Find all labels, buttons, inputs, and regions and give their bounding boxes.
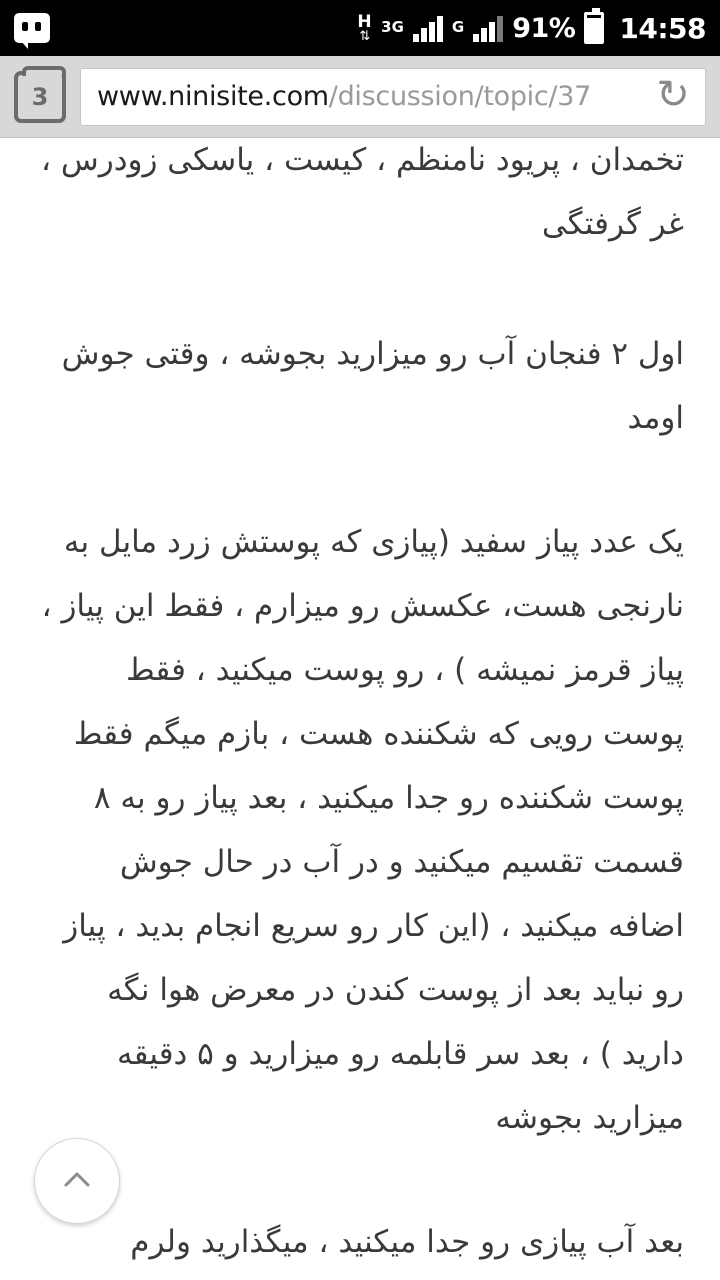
tab-count-label: 3 (31, 82, 49, 111)
network-3g-label: 3G (381, 17, 404, 36)
url-host: www.ninisite.com (97, 81, 329, 112)
address-bar[interactable] (80, 68, 706, 126)
status-bar-left (14, 13, 50, 43)
page-content (0, 138, 720, 1280)
tab-switcher-button[interactable] (14, 71, 66, 123)
scroll-to-top-button[interactable] (34, 1138, 120, 1224)
status-bar-clock: 14:58 (619, 11, 706, 45)
spacer (36, 450, 684, 510)
battery-icon (584, 12, 604, 44)
chat-bubble-icon (14, 13, 50, 43)
paragraph-4: بعد آب پیازی رو جدا میکنید ، میگذارید ولرم (130, 1224, 684, 1260)
reload-icon[interactable]: ↻ (656, 71, 690, 118)
paragraph-3: یک عدد پیاز سفید (پیازی که پوستش زرد مایل به نارنجی هست، عکسش رو میزارم ، فقط این پیاز ، پیاز قرمز نمیشه ) ، رو پوست میکنید ، فقط پوست رویی که شکننده هست ، بازم میگم فقط پوست شکننده رو جدا میکنید ، بعد پیاز رو به ۸ قسمت تقسیم میکنید و در آب در حال جوش اضافه میکنید ، (این کار رو سریع انجام بدید ، پیاز رو نباید بعد از پوست کندن در معرض هوا نگه دارید ) ، بعد سر قابلمه رو میزارید و ۵ دقیقه میزارید بجوشه (41, 524, 684, 1136)
signal-bars-sim1 (413, 14, 443, 42)
chevron-up-icon (56, 1160, 98, 1202)
url-path: /discussion/topic/37 (328, 81, 591, 112)
status-bar (0, 0, 720, 56)
paragraph-1: تخمدان ، پریود نامنظم ، کیست ، یاسکی زودرس ، غر گرفتگی (41, 142, 684, 242)
hspa-letter: H (357, 11, 373, 32)
url-text (97, 81, 653, 112)
spacer (36, 256, 684, 322)
signal-bars-sim2 (473, 14, 503, 42)
browser-toolbar (0, 56, 720, 138)
spacer (36, 1150, 684, 1210)
battery-percent-label: 91% (512, 12, 576, 44)
status-bar-right (357, 12, 706, 45)
paragraph-2: اول ۲ فنجان آب رو میزارید بجوشه ، وقتی جوش اومد (61, 336, 684, 436)
hspa-arrows: ⇅ (359, 28, 371, 44)
hspa-icon (357, 11, 373, 44)
network-g-label: G (451, 17, 465, 36)
